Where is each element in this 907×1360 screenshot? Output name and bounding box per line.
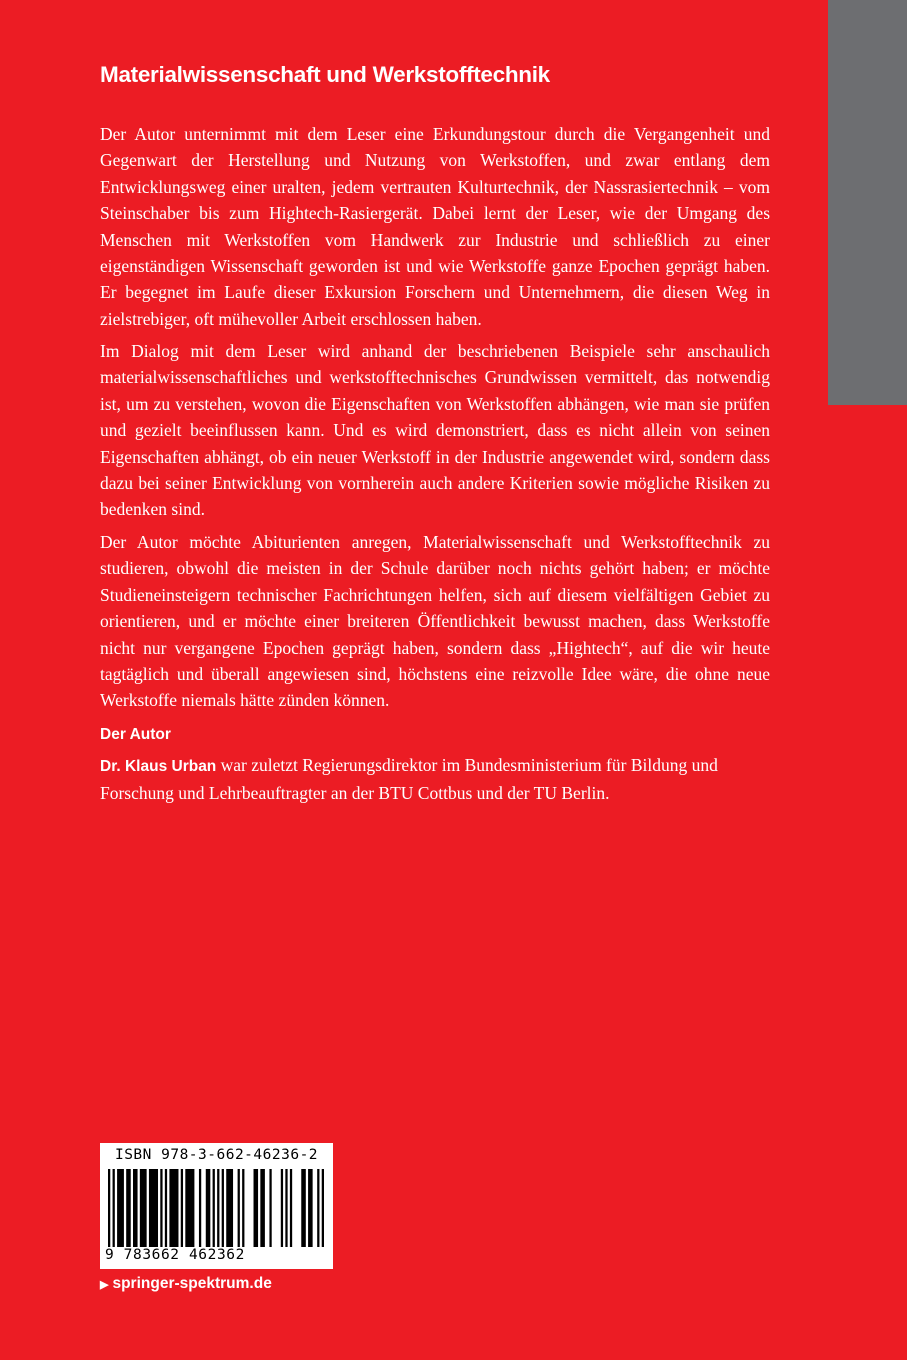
spine-color-tab	[828, 0, 907, 405]
barcode-bar	[308, 1169, 313, 1247]
barcode-bar	[281, 1169, 283, 1247]
publisher-url: springer-spektrum.de	[112, 1275, 272, 1292]
barcode-bar	[140, 1169, 147, 1247]
author-bio	[100, 752, 770, 807]
barcode-bar	[285, 1169, 287, 1247]
barcode-bar	[160, 1169, 162, 1247]
barcode-bars	[108, 1169, 324, 1247]
barcode-bar	[254, 1169, 259, 1247]
barcode-bar	[108, 1169, 110, 1247]
author-name: Dr. Klaus Urban	[100, 758, 217, 775]
ean-digits: 9 783662 462362	[105, 1247, 245, 1263]
barcode-bar	[133, 1169, 138, 1247]
barcode-bar	[149, 1169, 158, 1247]
barcode-bar	[222, 1169, 224, 1247]
barcode-bar	[226, 1169, 233, 1247]
isbn-label: ISBN 978-3-662-46236-2	[114, 1147, 319, 1163]
barcode-bar	[242, 1169, 244, 1247]
barcode-bar	[290, 1169, 292, 1247]
barcode-bar	[213, 1169, 215, 1247]
page-title: Materialwissenschaft und Werkstofftechnik	[100, 62, 550, 87]
barcode-bar	[126, 1169, 131, 1247]
triangle-right-icon: ▶	[100, 1278, 109, 1291]
barcode-bar	[322, 1169, 324, 1247]
author-heading: Der Autor	[100, 726, 171, 743]
barcode-bar	[269, 1169, 271, 1247]
barcode-bar	[113, 1169, 115, 1247]
description-paragraph-1: Der Autor unternimmt mit dem Leser eine Erkundungstour durch die Vergangenheit und Gegenwart der Herstellung und Nutzung von Werkstoffen, und zwar entlang dem Entwicklungsweg einer uralten, jedem vertrauten Kulturtechnik, der Nassrasiertechnik – vom Steinschaber bis zum Hightech-Rasiergerät. Dabei lernt der Leser, wie der Umgang des Menschen mit Werkstoffen vom Handwerk zur Industrie und schließlich zu einer eigenständigen Wissenschaft geworden ist und wie Werkstoffe ganze Epochen geprägt haben. Er begegnet im Laufe dieser Exkursion Forschern und Unternehmern, die diesen Weg in zielstrebiger, oft mühevoller Arbeit erschlossen haben.	[100, 124, 770, 329]
barcode-bar	[238, 1169, 240, 1247]
barcode-bar	[217, 1169, 219, 1247]
barcode-bar	[185, 1169, 194, 1247]
barcode-bar	[317, 1169, 319, 1247]
isbn-barcode	[100, 1143, 333, 1269]
description-paragraph-2: Im Dialog mit dem Leser wird anhand der beschriebenen Beispiele sehr anschaulich materialwissenschaftliches und werkstofftechnisches Grundwissen vermittelt, das notwendig ist, um zu verstehen, wovon die Eigenschaften von Werkstoffen abhängen, wie man sie prüfen und gezielt beeinflussen kann. Und es wird demonstriert, dass es nicht allein von seinen Eigenschaften abhängt, ob ein neuer Werkstoff in der Industrie angewendet wird, sondern dass dazu bei seiner Entwicklung von vornherein auch andere Kriterien sowie mögliche Risiken zu bedenken sind.	[100, 341, 770, 520]
description-paragraph-3: Der Autor möchte Abiturienten anregen, Materialwissenschaft und Werkstofftechnik zu studieren, obwohl die meisten in der Schule darüber noch nichts gehört haben; er möchte Studieneinsteigern technischer Fachrichtungen helfen, sich auf diesem vielfältigen Gebiet zu orientieren, und er möchte einer breiteren Öffentlichkeit bewusst machen, dass Werkstoffe nicht nur vergangene Epochen geprägt haben, sondern dass „Hightech“, auf die wir heute tagtäglich und überall angewiesen sind, höchstens eine reizvolle Idee wäre, die ohne neue Werkstoffe niemals hätte zünden können.	[100, 532, 770, 711]
barcode-bar	[301, 1169, 306, 1247]
barcode-bar	[165, 1169, 167, 1247]
publisher-link[interactable]	[100, 1275, 272, 1293]
barcode-bar	[181, 1169, 183, 1247]
barcode-bar	[206, 1169, 211, 1247]
barcode-bar	[260, 1169, 265, 1247]
barcode-bar	[199, 1169, 201, 1247]
author-bio-text: war zuletzt Regierungsdirektor im Bundesministerium für Bildung und Forschung und Lehrbeauftragter an der BTU Cottbus und der TU Berlin.	[100, 755, 718, 804]
barcode-bar	[117, 1169, 124, 1247]
barcode-bar	[169, 1169, 178, 1247]
